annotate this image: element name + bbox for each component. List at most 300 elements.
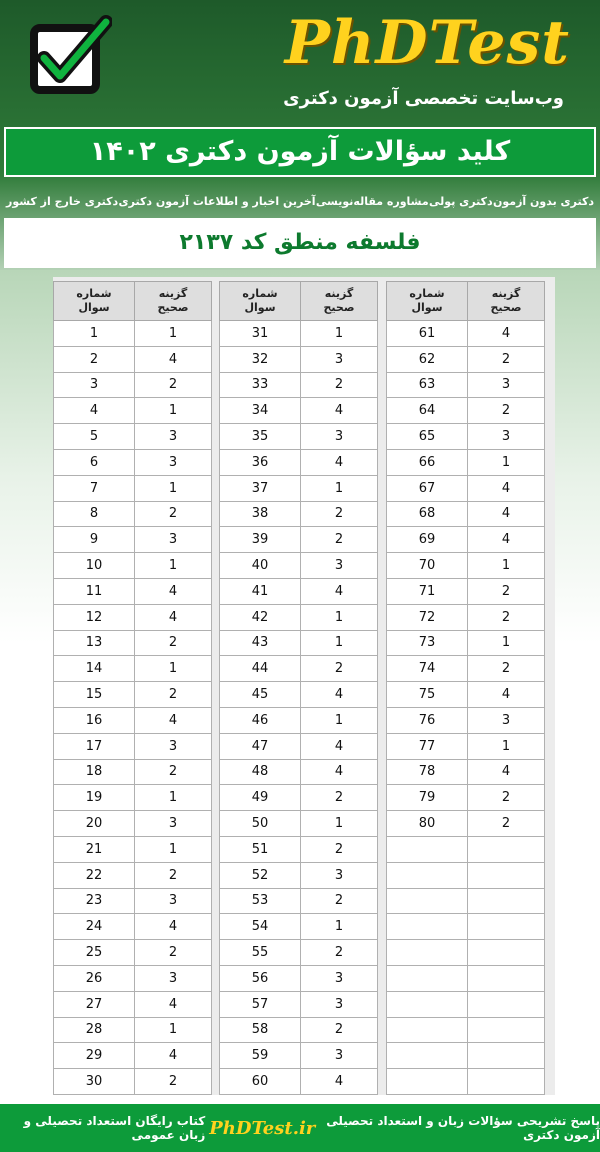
correct-answer-cell: 2 (468, 604, 545, 630)
correct-answer-cell: 2 (468, 811, 545, 837)
table-row (54, 398, 212, 424)
table-row (54, 527, 212, 553)
correct-answer-cell: 4 (301, 398, 378, 424)
correct-answer-cell: 2 (468, 785, 545, 811)
question-number-cell: 67 (387, 475, 468, 501)
table-row (220, 656, 378, 682)
question-number-cell: 25 (54, 940, 135, 966)
question-number-cell: 6 (54, 449, 135, 475)
correct-answer-cell: 2 (135, 501, 212, 527)
correct-answer-cell: 4 (301, 733, 378, 759)
correct-answer-cell: 4 (468, 759, 545, 785)
question-number-cell: 52 (220, 862, 301, 888)
question-number-cell: 33 (220, 372, 301, 398)
brand-logo-text[interactable]: PhDTest (284, 8, 570, 78)
question-number-cell: 64 (387, 398, 468, 424)
table-row (387, 630, 545, 656)
table-row (54, 449, 212, 475)
question-number-cell: 62 (387, 346, 468, 372)
correct-answer-cell: 2 (468, 656, 545, 682)
table-row (220, 862, 378, 888)
question-number-cell (387, 940, 468, 966)
question-number-cell: 26 (54, 965, 135, 991)
table-row (387, 501, 545, 527)
question-number-cell: 10 (54, 553, 135, 579)
question-number-cell: 38 (220, 501, 301, 527)
correct-answer-cell: 4 (468, 527, 545, 553)
question-column-header (54, 282, 135, 321)
question-number-cell: 16 (54, 707, 135, 733)
question-number-cell: 8 (54, 501, 135, 527)
question-header-line-2: سوال (244, 301, 276, 314)
question-number-cell: 19 (54, 785, 135, 811)
question-number-cell (387, 965, 468, 991)
question-header-line-1: شماره (409, 287, 445, 300)
question-number-cell: 60 (220, 1069, 301, 1095)
correct-answer-cell: 2 (468, 398, 545, 424)
table-row (220, 527, 378, 553)
table-row (54, 682, 212, 708)
nav-bar (0, 190, 600, 214)
table-row (220, 759, 378, 785)
subject-heading: فلسفه منطق کد ۲۱۳۷ (4, 218, 596, 268)
table-row (387, 475, 545, 501)
correct-answer-cell: 2 (135, 862, 212, 888)
question-number-cell (387, 991, 468, 1017)
table-row (220, 888, 378, 914)
question-number-cell: 46 (220, 707, 301, 733)
answer-header-line-2: صحیح (323, 301, 355, 314)
correct-answer-cell: 3 (301, 346, 378, 372)
question-number-cell: 28 (54, 1017, 135, 1043)
footer-text-right: پاسخ تشریحی سؤالات زبان و استعداد تحصیلی آزمون دکتری (326, 1114, 600, 1142)
question-number-cell: 49 (220, 785, 301, 811)
correct-answer-cell: 1 (135, 836, 212, 862)
correct-answer-cell: 4 (301, 759, 378, 785)
correct-answer-cell: 3 (135, 733, 212, 759)
question-number-cell: 70 (387, 553, 468, 579)
table-row (387, 965, 545, 991)
nav-link-paid-phd[interactable]: دکتری پولی (429, 195, 493, 208)
table-row (54, 1017, 212, 1043)
correct-answer-cell: 4 (468, 321, 545, 347)
correct-answer-cell: 2 (135, 630, 212, 656)
correct-answer-cell: 1 (468, 630, 545, 656)
correct-answer-cell: 3 (135, 811, 212, 837)
correct-answer-cell: 4 (301, 449, 378, 475)
table-row (54, 914, 212, 940)
table-row (220, 630, 378, 656)
question-number-cell (387, 836, 468, 862)
correct-answer-cell (468, 836, 545, 862)
question-number-cell: 69 (387, 527, 468, 553)
table-row (220, 940, 378, 966)
table-row (387, 449, 545, 475)
table-row (54, 707, 212, 733)
question-number-cell: 37 (220, 475, 301, 501)
table-row (387, 940, 545, 966)
correct-answer-cell: 2 (135, 372, 212, 398)
nav-link-article-consulting[interactable]: مشاوره مقاله‌نویسی (315, 195, 429, 208)
table-row (387, 1043, 545, 1069)
table-row (54, 346, 212, 372)
table-row (54, 965, 212, 991)
question-number-cell: 58 (220, 1017, 301, 1043)
correct-answer-cell: 3 (135, 527, 212, 553)
question-number-cell: 39 (220, 527, 301, 553)
correct-answer-cell: 1 (135, 656, 212, 682)
question-number-cell: 73 (387, 630, 468, 656)
question-number-cell: 13 (54, 630, 135, 656)
table-row (220, 682, 378, 708)
correct-answer-cell: 3 (301, 862, 378, 888)
correct-answer-cell: 4 (301, 1069, 378, 1095)
question-column-header (387, 282, 468, 321)
tagline: وب‌سایت تخصصی آزمون دکتری (283, 88, 564, 109)
table-row (54, 1069, 212, 1095)
question-number-cell: 68 (387, 501, 468, 527)
correct-answer-cell: 4 (135, 578, 212, 604)
correct-answer-cell: 2 (301, 372, 378, 398)
correct-answer-cell (468, 1017, 545, 1043)
table-row (54, 888, 212, 914)
question-number-cell: 54 (220, 914, 301, 940)
table-header-row (54, 282, 212, 321)
table-row (220, 424, 378, 450)
question-number-cell: 9 (54, 527, 135, 553)
question-number-cell: 30 (54, 1069, 135, 1095)
table-row (387, 424, 545, 450)
table-row (387, 604, 545, 630)
page-title: کلید سؤالات آزمون دکتری ۱۴۰۲ (4, 127, 596, 177)
table-row (387, 811, 545, 837)
table-row (220, 836, 378, 862)
table-row (220, 372, 378, 398)
table-row (387, 321, 545, 347)
table-row (220, 1017, 378, 1043)
question-number-cell: 35 (220, 424, 301, 450)
correct-answer-cell: 2 (468, 346, 545, 372)
correct-answer-cell: 1 (135, 475, 212, 501)
table-row (387, 682, 545, 708)
table-row (54, 372, 212, 398)
question-number-cell: 40 (220, 553, 301, 579)
correct-answer-cell: 3 (135, 424, 212, 450)
question-number-cell: 77 (387, 733, 468, 759)
answer-key-panel (53, 277, 555, 1095)
correct-answer-cell: 3 (468, 707, 545, 733)
correct-answer-cell: 1 (301, 321, 378, 347)
answer-table-col-1 (53, 281, 212, 1095)
question-number-cell: 76 (387, 707, 468, 733)
question-number-cell: 74 (387, 656, 468, 682)
question-number-cell (387, 914, 468, 940)
table-row (387, 862, 545, 888)
correct-answer-cell: 1 (135, 321, 212, 347)
table-row (387, 1017, 545, 1043)
table-row (220, 785, 378, 811)
table-row (54, 733, 212, 759)
nav-link-latest-news[interactable]: آخرین اخبار و اطلاعات آزمون دکتری (118, 195, 316, 208)
question-header-line-1: شماره (242, 287, 278, 300)
question-number-cell: 48 (220, 759, 301, 785)
correct-answer-cell (468, 991, 545, 1017)
question-number-cell: 47 (220, 733, 301, 759)
table-row (220, 707, 378, 733)
correct-answer-cell: 2 (301, 1017, 378, 1043)
answer-table-col-3 (386, 281, 545, 1095)
answer-header-line-2: صحیح (157, 301, 189, 314)
question-number-cell: 41 (220, 578, 301, 604)
question-number-cell: 23 (54, 888, 135, 914)
correct-answer-cell: 4 (135, 604, 212, 630)
table-row (54, 991, 212, 1017)
table-row (54, 501, 212, 527)
correct-answer-cell: 1 (301, 707, 378, 733)
correct-answer-cell: 4 (468, 501, 545, 527)
table-row (387, 398, 545, 424)
question-header-line-1: شماره (76, 287, 112, 300)
question-number-cell: 61 (387, 321, 468, 347)
correct-answer-cell (468, 862, 545, 888)
table-row (54, 1043, 212, 1069)
question-number-cell (387, 1017, 468, 1043)
question-number-cell: 50 (220, 811, 301, 837)
question-number-cell: 12 (54, 604, 135, 630)
question-number-cell: 66 (387, 449, 468, 475)
correct-answer-cell: 2 (301, 940, 378, 966)
correct-answer-cell: 4 (468, 682, 545, 708)
table-row (54, 656, 212, 682)
table-header-row (387, 282, 545, 321)
correct-answer-cell: 1 (301, 604, 378, 630)
table-row (54, 424, 212, 450)
footer-text-left: کتاب رایگان استعداد تحصیلی و زبان عمومی (23, 1114, 206, 1142)
correct-answer-cell: 2 (301, 888, 378, 914)
table-row (387, 553, 545, 579)
table-header-row (220, 282, 378, 321)
question-number-cell: 3 (54, 372, 135, 398)
correct-answer-cell: 2 (135, 940, 212, 966)
question-number-cell: 78 (387, 759, 468, 785)
answer-header-line-1: گزینه (491, 287, 521, 300)
table-row (387, 707, 545, 733)
table-row (220, 604, 378, 630)
table-row (220, 346, 378, 372)
footer-brand[interactable]: PhDTest.ir (209, 1117, 316, 1139)
question-number-cell: 22 (54, 862, 135, 888)
table-row (220, 321, 378, 347)
question-number-cell: 59 (220, 1043, 301, 1069)
table-row (387, 888, 545, 914)
question-number-cell: 34 (220, 398, 301, 424)
table-row (220, 501, 378, 527)
question-number-cell: 36 (220, 449, 301, 475)
correct-answer-cell: 3 (301, 424, 378, 450)
table-row (54, 759, 212, 785)
table-row (387, 656, 545, 682)
correct-answer-cell: 1 (135, 553, 212, 579)
correct-answer-cell: 2 (135, 1069, 212, 1095)
correct-answer-cell: 1 (135, 785, 212, 811)
table-row (54, 475, 212, 501)
table-row (387, 1069, 545, 1095)
table-row (387, 733, 545, 759)
correct-answer-cell: 3 (301, 965, 378, 991)
correct-answer-cell: 1 (468, 553, 545, 579)
correct-answer-cell (468, 965, 545, 991)
question-number-cell: 15 (54, 682, 135, 708)
correct-answer-cell: 3 (301, 991, 378, 1017)
question-number-cell: 29 (54, 1043, 135, 1069)
correct-answer-cell (468, 1043, 545, 1069)
table-row (220, 449, 378, 475)
footer-banner[interactable] (0, 1104, 600, 1152)
correct-answer-cell: 4 (135, 707, 212, 733)
correct-answer-cell: 1 (468, 449, 545, 475)
correct-answer-cell: 1 (301, 914, 378, 940)
question-number-cell: 71 (387, 578, 468, 604)
correct-answer-cell: 2 (301, 656, 378, 682)
question-number-cell: 5 (54, 424, 135, 450)
question-number-cell (387, 1069, 468, 1095)
table-row (54, 630, 212, 656)
correct-answer-cell: 1 (301, 811, 378, 837)
question-number-cell: 42 (220, 604, 301, 630)
correct-answer-cell: 2 (135, 682, 212, 708)
table-row (387, 578, 545, 604)
table-row (387, 991, 545, 1017)
correct-answer-cell (468, 914, 545, 940)
question-number-cell: 80 (387, 811, 468, 837)
correct-answer-cell: 2 (135, 759, 212, 785)
correct-answer-cell: 2 (301, 785, 378, 811)
question-number-cell: 2 (54, 346, 135, 372)
question-number-cell: 27 (54, 991, 135, 1017)
correct-answer-cell: 4 (301, 682, 378, 708)
correct-answer-cell: 3 (135, 888, 212, 914)
question-number-cell: 57 (220, 991, 301, 1017)
question-number-cell: 43 (220, 630, 301, 656)
correct-answer-cell (468, 1069, 545, 1095)
question-number-cell: 45 (220, 682, 301, 708)
correct-answer-cell: 1 (301, 630, 378, 656)
question-number-cell: 7 (54, 475, 135, 501)
table-row (387, 346, 545, 372)
question-number-cell: 32 (220, 346, 301, 372)
correct-answer-cell (468, 940, 545, 966)
table-row (54, 836, 212, 862)
question-number-cell: 21 (54, 836, 135, 862)
answer-column-header (135, 282, 212, 321)
table-row (54, 553, 212, 579)
nav-link-no-exam[interactable]: دکتری بدون آزمون (492, 195, 594, 208)
question-number-cell: 1 (54, 321, 135, 347)
nav-link-phd-abroad[interactable]: دکتری خارج از کشور (6, 195, 119, 208)
table-row (54, 940, 212, 966)
answer-header-line-1: گزینه (158, 287, 188, 300)
table-row (220, 914, 378, 940)
question-number-cell: 56 (220, 965, 301, 991)
question-number-cell: 55 (220, 940, 301, 966)
table-row (220, 1069, 378, 1095)
table-row (387, 372, 545, 398)
answer-header-line-2: صحیح (490, 301, 522, 314)
question-number-cell: 20 (54, 811, 135, 837)
table-row (220, 578, 378, 604)
question-number-cell: 75 (387, 682, 468, 708)
correct-answer-cell: 3 (301, 553, 378, 579)
correct-answer-cell: 1 (468, 733, 545, 759)
question-number-cell: 72 (387, 604, 468, 630)
question-header-line-2: سوال (411, 301, 443, 314)
correct-answer-cell: 1 (135, 398, 212, 424)
answer-column-header (468, 282, 545, 321)
correct-answer-cell: 4 (135, 991, 212, 1017)
correct-answer-cell: 3 (135, 449, 212, 475)
table-row (54, 811, 212, 837)
question-number-cell: 65 (387, 424, 468, 450)
answer-table-col-2 (219, 281, 378, 1095)
table-row (387, 785, 545, 811)
question-column-header (220, 282, 301, 321)
answer-header-line-1: گزینه (324, 287, 354, 300)
correct-answer-cell: 4 (135, 914, 212, 940)
question-number-cell: 24 (54, 914, 135, 940)
correct-answer-cell: 4 (301, 578, 378, 604)
correct-answer-cell: 3 (468, 424, 545, 450)
question-number-cell: 4 (54, 398, 135, 424)
correct-answer-cell: 4 (468, 475, 545, 501)
table-row (54, 578, 212, 604)
question-number-cell: 14 (54, 656, 135, 682)
table-row (54, 862, 212, 888)
table-row (54, 785, 212, 811)
correct-answer-cell: 1 (301, 475, 378, 501)
question-number-cell (387, 862, 468, 888)
table-row (387, 759, 545, 785)
question-number-cell (387, 1043, 468, 1069)
correct-answer-cell: 3 (468, 372, 545, 398)
correct-answer-cell: 2 (301, 527, 378, 553)
question-number-cell: 51 (220, 836, 301, 862)
table-row (220, 1043, 378, 1069)
correct-answer-cell: 2 (468, 578, 545, 604)
question-number-cell: 18 (54, 759, 135, 785)
table-row (387, 836, 545, 862)
correct-answer-cell: 4 (135, 346, 212, 372)
correct-answer-cell: 1 (135, 1017, 212, 1043)
table-row (220, 398, 378, 424)
correct-answer-cell: 2 (301, 501, 378, 527)
table-row (54, 321, 212, 347)
table-row (220, 475, 378, 501)
question-number-cell: 17 (54, 733, 135, 759)
correct-answer-cell: 2 (301, 836, 378, 862)
question-number-cell: 44 (220, 656, 301, 682)
correct-answer-cell: 3 (135, 965, 212, 991)
table-row (220, 991, 378, 1017)
correct-answer-cell: 3 (301, 1043, 378, 1069)
question-header-line-2: سوال (78, 301, 110, 314)
question-number-cell: 53 (220, 888, 301, 914)
table-row (220, 733, 378, 759)
table-row (220, 965, 378, 991)
question-number-cell: 79 (387, 785, 468, 811)
table-row (220, 811, 378, 837)
correct-answer-cell: 4 (135, 1043, 212, 1069)
question-number-cell: 63 (387, 372, 468, 398)
